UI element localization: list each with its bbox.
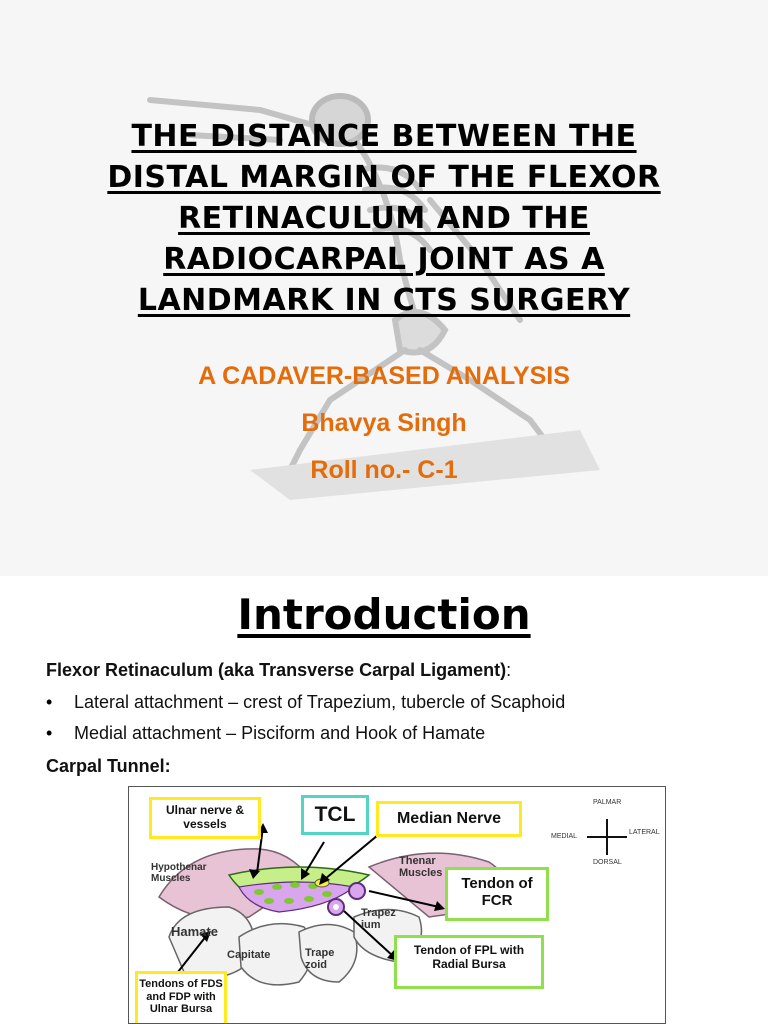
label-ulnar-nerve: Ulnar nerve & vessels (149, 797, 261, 839)
title-line: DISTAL MARGIN OF THE FLEXOR (107, 160, 661, 195)
title-line: RETINACULUM AND THE (178, 201, 590, 236)
orientation-lateral: LATERAL (629, 829, 660, 836)
label-hypothenar-muscles: Hypothenar Muscles (151, 862, 207, 884)
label-hamate: Hamate (171, 924, 218, 939)
title-line: THE DISTANCE BETWEEN THE (131, 119, 637, 154)
roll-number: Roll no.- C-1 (310, 456, 458, 484)
slide-title (40, 116, 728, 321)
label-tendons-fds-fdp: Tendons of FDS and FDP with Ulnar Bursa (135, 971, 227, 1024)
flexor-colon: : (506, 660, 512, 680)
author-name: Bhavya Singh (301, 409, 467, 437)
subtitle: A CADAVER-BASED ANALYSIS (198, 362, 570, 390)
label-trapezoid: Trape zoid (305, 947, 335, 972)
label-median-nerve: Median Nerve (376, 801, 522, 837)
bullet-medial-attachment: Medial attachment – Pisciform and Hook of Hamate (74, 723, 486, 743)
label-trapezium: Trapez ium (361, 907, 396, 932)
title-line: RADIOCARPAL JOINT AS A (163, 242, 605, 277)
flexor-retinaculum-heading: Flexor Retinaculum (aka Transverse Carpal Ligament) (46, 660, 507, 680)
label-capitate: Capitate (227, 949, 271, 961)
carpal-tunnel-diagram (128, 786, 666, 1024)
introduction-slide (0, 576, 768, 1024)
carpal-tunnel-heading: Carpal Tunnel: (46, 756, 171, 776)
bullet-lateral-attachment: Lateral attachment – crest of Trapezium, tubercle of Scaphoid (74, 692, 566, 712)
flexor-retinaculum-line (46, 660, 511, 681)
orientation-dorsal: DORSAL (593, 859, 622, 866)
bullet-icon: • (46, 723, 53, 743)
label-thenar-muscles: Thenar Muscles (399, 855, 443, 880)
orientation-palmar: PALMAR (593, 799, 622, 806)
orientation-medial: MEDIAL (551, 833, 578, 840)
label-tcl: TCL (301, 795, 369, 835)
title-line: LANDMARK IN CTS SURGERY (137, 283, 631, 318)
label-tendon-fcr: Tendon of FCR (445, 867, 549, 921)
bullet-icon: • (46, 692, 53, 712)
label-tendon-fpl: Tendon of FPL with Radial Bursa (394, 935, 544, 989)
intro-heading: Introduction (237, 590, 531, 639)
